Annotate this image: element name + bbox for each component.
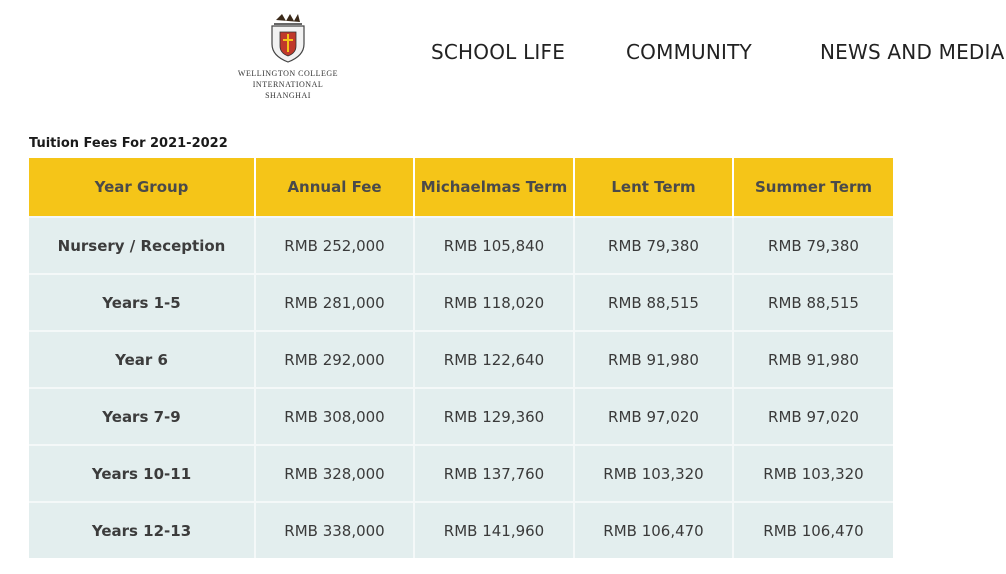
summer-term-cell: RMB 79,380 — [733, 217, 893, 274]
michaelmas-term-cell: RMB 122,640 — [414, 331, 574, 388]
michaelmas-term-cell: RMB 129,360 — [414, 388, 574, 445]
michaelmas-term-cell: RMB 141,960 — [414, 502, 574, 558]
top-navigation — [0, 40, 1006, 66]
table-caption: Tuition Fees For 2021-2022 — [29, 136, 228, 151]
tuition-fees-table — [29, 158, 893, 558]
table-header-row — [29, 158, 893, 217]
year-group-cell: Years 12-13 — [29, 502, 255, 558]
annual-fee-cell: RMB 292,000 — [255, 331, 414, 388]
table-row — [29, 331, 893, 388]
annual-fee-cell: RMB 308,000 — [255, 388, 414, 445]
annual-fee-cell: RMB 338,000 — [255, 502, 414, 558]
michaelmas-term-cell: RMB 118,020 — [414, 274, 574, 331]
table-row — [29, 274, 893, 331]
summer-term-cell: RMB 91,980 — [733, 331, 893, 388]
column-header-summer-term: Summer Term — [733, 158, 893, 217]
table-row — [29, 388, 893, 445]
year-group-cell: Years 1-5 — [29, 274, 255, 331]
michaelmas-term-cell: RMB 105,840 — [414, 217, 574, 274]
year-group-cell: Years 7-9 — [29, 388, 255, 445]
lent-term-cell: RMB 88,515 — [574, 274, 733, 331]
summer-term-cell: RMB 103,320 — [733, 445, 893, 502]
michaelmas-term-cell: RMB 137,760 — [414, 445, 574, 502]
lent-term-cell: RMB 106,470 — [574, 502, 733, 558]
logo-line-2: INTERNATIONAL — [252, 80, 324, 89]
logo-line-1: WELLINGTON COLLEGE — [237, 69, 339, 78]
lent-term-cell: RMB 97,020 — [574, 388, 733, 445]
annual-fee-cell: RMB 328,000 — [255, 445, 414, 502]
column-header-year-group: Year Group — [29, 158, 255, 217]
column-header-annual-fee: Annual Fee — [255, 158, 414, 217]
column-header-michaelmas-term: Michaelmas Term — [414, 158, 574, 217]
summer-term-cell: RMB 97,020 — [733, 388, 893, 445]
table-row — [29, 502, 893, 558]
lent-term-cell: RMB 91,980 — [574, 331, 733, 388]
nav-item-news-and-media[interactable]: NEWS AND MEDIA — [820, 40, 1005, 64]
year-group-cell: Years 10-11 — [29, 445, 255, 502]
lent-term-cell: RMB 79,380 — [574, 217, 733, 274]
column-header-lent-term: Lent Term — [574, 158, 733, 217]
logo-line-3: SHANGHAI — [265, 91, 311, 100]
year-group-cell: Year 6 — [29, 331, 255, 388]
year-group-cell: Nursery / Reception — [29, 217, 255, 274]
table-row — [29, 445, 893, 502]
annual-fee-cell: RMB 281,000 — [255, 274, 414, 331]
annual-fee-cell: RMB 252,000 — [255, 217, 414, 274]
nav-item-school-life[interactable]: SCHOOL LIFE — [431, 40, 566, 64]
table-row — [29, 217, 893, 274]
summer-term-cell: RMB 106,470 — [733, 502, 893, 558]
lent-term-cell: RMB 103,320 — [574, 445, 733, 502]
logo-text — [226, 68, 350, 101]
summer-term-cell: RMB 88,515 — [733, 274, 893, 331]
nav-item-community[interactable]: COMMUNITY — [626, 40, 752, 64]
